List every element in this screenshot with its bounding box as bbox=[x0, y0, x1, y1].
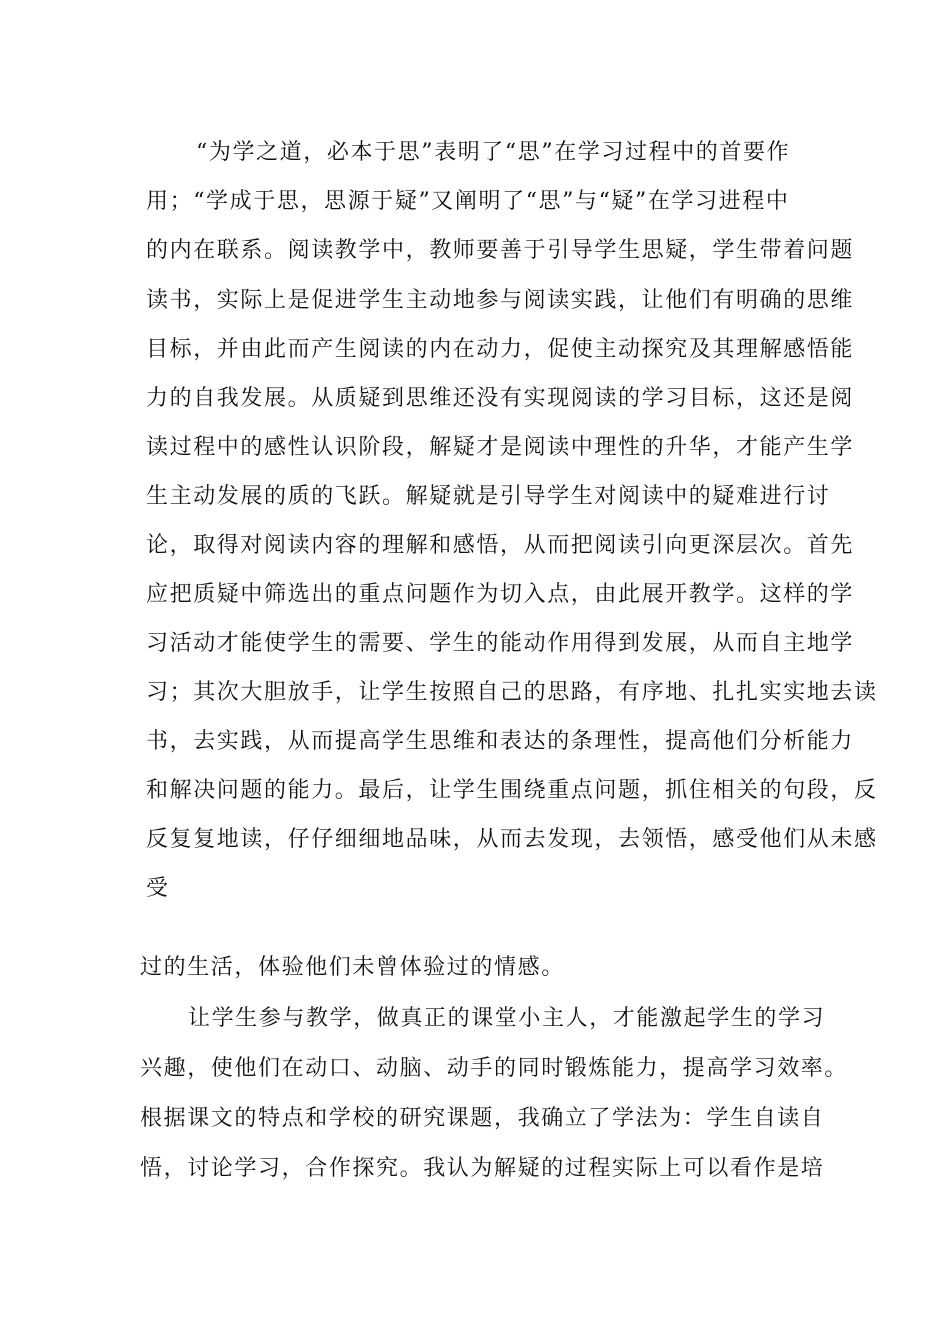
continuation-line: 过的生活，体验他们未曾体验过的情感。 bbox=[140, 955, 565, 980]
paragraph-1-line-6: 力的自我发展。从质疑到思维还没有实现阅读的学习目标，这还是阅 bbox=[146, 386, 855, 411]
paragraph-1-line-7: 读过程中的感性认识阶段，解疑才是阅读中理性的升华，才能产生学 bbox=[146, 435, 855, 460]
paragraph-1-line-4: 读书，实际上是促进学生主动地参与阅读实践，让他们有明确的思维 bbox=[146, 288, 855, 313]
paragraph-1-line-2: 用；“学成于思，思源于疑”又阐明了“思”与“疑”在学习进程中 bbox=[146, 189, 790, 214]
paragraph-1-line-13: 书，去实践，从而提高学生思维和表达的条理性，提高他们分析能力 bbox=[146, 729, 855, 754]
paragraph-1-line-8: 生主动发展的质的飞跃。解疑就是引导学生对阅读中的疑难进行讨 bbox=[146, 484, 831, 509]
paragraph-1-line-3: 的内在联系。阅读教学中，教师要善于引导学生思疑，学生带着问题 bbox=[146, 238, 855, 263]
paragraph-1-line-14: 和解决问题的能力。最后，让学生围绕重点问题，抓住相关的句段，反 bbox=[146, 778, 878, 803]
paragraph-1-line-5: 目标，并由此而产生阅读的内在动力，促使主动探究及其理解感悟能 bbox=[146, 337, 855, 362]
paragraph-1-line-16: 受 bbox=[146, 876, 170, 901]
paragraph-2-line-1: 让学生参与教学，做真正的课堂小主人，才能激起学生的学习 bbox=[188, 1006, 826, 1031]
paragraph-1-line-1: “为学之道，必本于思”表明了“思”在学习过程中的首要作 bbox=[196, 140, 791, 165]
paragraph-1-line-15: 反复复地读，仔仔细细地品味，从而去发现，去领悟，感受他们从未感 bbox=[146, 827, 878, 852]
paragraph-2-line-2: 兴趣，使他们在动口、动脑、动手的同时锻炼能力，提高学习效率。 bbox=[140, 1056, 849, 1081]
paragraph-1-line-9: 论，取得对阅读内容的理解和感悟，从而把阅读引向更深层次。首先 bbox=[146, 533, 855, 558]
paragraph-2-line-3: 根据课文的特点和学校的研究课题，我确立了学法为：学生自读自 bbox=[140, 1106, 825, 1131]
paragraph-1-line-11: 习活动才能使学生的需要、学生的能动作用得到发展，从而自主地学 bbox=[146, 631, 855, 656]
paragraph-2-line-4: 悟，讨论学习，合作探究。我认为解疑的过程实际上可以看作是培 bbox=[140, 1156, 825, 1181]
paragraph-1-line-12: 习；其次大胆放手，让学生按照自己的思路，有序地、扎扎实实地去读 bbox=[146, 680, 878, 705]
paragraph-1-line-10: 应把质疑中筛选出的重点问题作为切入点，由此展开教学。这样的学 bbox=[146, 582, 855, 607]
